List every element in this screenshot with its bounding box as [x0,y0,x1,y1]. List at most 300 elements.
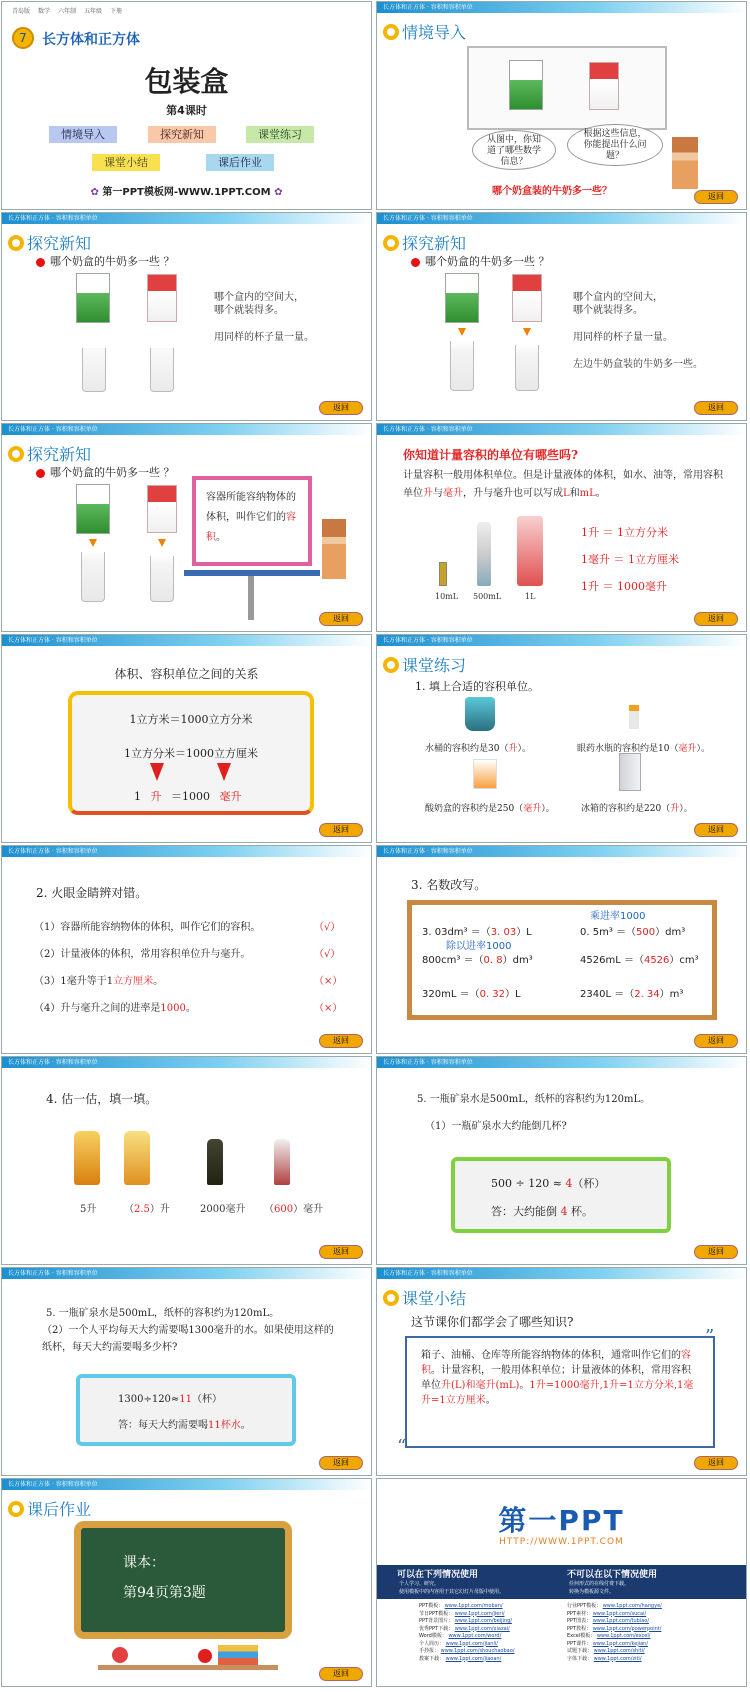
bubble-left-text: 从图中，你知道了哪些数学信息？ [486,135,541,167]
convert-row-2b [580,951,699,966]
link-label: PPT模板： [419,1603,444,1609]
explore-question-text: 哪个奶盒的牛奶多一些 ？ [425,255,550,268]
calc-pre: 500 ÷ 120 ≈ [491,1177,566,1190]
return-button[interactable]: 返回 [319,1456,363,1470]
oil-drum-icon [74,1131,100,1185]
can-use-item: 个人学习、研究。 [399,1581,440,1587]
cv-ans: 3. 03 [490,927,517,938]
filled-glass [450,341,474,391]
link-label: PPT教程： [567,1625,592,1632]
para-and2: 和 [569,488,580,499]
sum-key1: 容积 [421,1350,691,1376]
bulb-icon [8,446,24,462]
cv-pre: 2340L ＝（ [580,989,635,1000]
slide-header: 长方体和正方体 · 容积和容积单位 [2,424,371,435]
tf-tail: 。 [185,1003,196,1014]
homework-line1: 课本： [123,1555,165,1571]
link-url[interactable]: www.1ppt.com/jiaoan/ [445,1655,502,1662]
oil-drum-icon [124,1131,150,1185]
link-url[interactable]: www.1ppt.com/shiti/ [593,1648,645,1654]
sum-text4: 。 [485,1395,496,1406]
para-text2: ，升与毫升也可以写成 [463,488,563,499]
est-unit: ）毫升 [293,1204,324,1215]
link-url[interactable]: www.1ppt.com/shouchaobao/ [440,1648,515,1654]
link-row [419,1611,514,1619]
sum-key3: 1升=1000毫升,1升=1立方分米,1毫升=1立方厘米 [421,1380,694,1406]
filled-glass [150,556,174,602]
drink-bottle-icon [274,1139,290,1185]
link-url[interactable]: www.1ppt.com/ziti/ [593,1655,642,1662]
calc-answer: 4 [565,1177,573,1190]
fill-answer: 升 [670,804,680,814]
bulb-icon [8,1501,24,1517]
slide-header: 长方体和正方体 · 容积和容积单位 [2,846,371,857]
est-answer: 600 [274,1204,294,1215]
fill-item-2 [577,741,710,754]
board-text-post: 。 [216,532,226,543]
bullet-icon [411,258,420,267]
link-url[interactable]: www.1ppt.com/excel/ [596,1633,651,1639]
quote-close-icon: ” [705,1326,715,1347]
link-label: Excel模板： [567,1633,596,1639]
slide-summary[interactable] [376,1267,747,1476]
fill-post: ）。 [679,804,693,814]
link-row [419,1618,514,1626]
tf-item-1 [34,918,260,933]
arrow-down-icon [458,328,466,336]
relations-title: 体积、容积单位之间的关系 [114,667,259,681]
chalkboard [74,1521,292,1639]
ans-num: 4 [560,1205,568,1218]
convert-row-1a [422,923,532,938]
calc-pre: 1300÷120≈ [118,1394,180,1405]
milk-carton-left [76,484,110,534]
tf-tail: 。 [153,976,164,987]
para-mL: mL [579,488,596,499]
slide-header: 长方体和正方体 · 容积和容积单位 [377,1268,746,1279]
convert-row-2a [422,951,533,966]
summary-box [405,1336,715,1448]
slide-header: 长方体和正方体 · 容积和容积单位 [377,1057,746,1068]
bucket-icon [465,697,495,731]
board-text-pre: 容器所能容纳物体的体积，叫作它们的 [206,492,296,523]
apple-icon [198,1649,212,1663]
intro-question: 哪个奶盒装的牛奶多一些？ [492,186,612,197]
slide-header: 长方体和正方体 · 容积和容积单位 [377,2,746,13]
fill-item-1 [425,741,531,754]
nav-intro[interactable]: 情境导入 [49,126,117,143]
milk-carton-left [76,273,110,323]
est-answer: 2.5 [134,1204,150,1215]
meta-item: 五年级 [84,8,103,15]
link-label: 试题下载： [567,1648,593,1654]
bulb-icon [383,235,399,251]
calc-post: （杯） [572,1177,606,1190]
explain-line1: 哪个盒内的空间大， [573,292,663,303]
rel-eq: ＝1000 [171,790,210,803]
rel-row3 [134,788,242,804]
link-url[interactable]: www.1ppt.com/kejian/ [592,1640,649,1647]
milk-carton-right [512,274,542,322]
sum-text3: 。 [519,1380,530,1391]
arrow-down-icon [158,539,166,547]
tf-mark-1: （√） [314,922,341,933]
easel-board [192,476,312,566]
rel-row1: 1立方米＝1000立方分米 [129,713,253,726]
link-label: PPT背景图片： [419,1618,454,1624]
filled-glass [81,552,105,602]
practice-question: 1. 填上合适的容积单位。 [415,680,539,693]
tf-question: 2. 火眼金睛辨对错。 [36,886,148,900]
link-row [567,1633,662,1641]
wp-question: 5. 一瓶矿泉水是500mL，纸杯的容积约为120mL。 [417,1094,651,1105]
slide-word-problem-2[interactable] [1,1267,372,1476]
tf-mark-3: （×） [314,976,343,987]
unit-number: 7 [19,31,27,45]
link-url[interactable]: www.1ppt.com/xiazai/ [454,1625,510,1632]
return-button[interactable]: 返回 [694,190,738,204]
eq-3: 1升 ＝ 1000毫升 [581,580,667,593]
return-button[interactable]: 返回 [694,823,738,837]
fill-item-3 [425,801,555,814]
section-title [8,1497,91,1520]
slide-estimate[interactable] [1,1056,372,1265]
para-end: 。 [595,488,606,499]
link-row [419,1603,514,1611]
answer-box [451,1157,671,1233]
para-haosheng: 毫升 [443,488,463,499]
return-button[interactable]: 返回 [694,612,738,626]
section-title [383,653,466,676]
section-title-text: 探究新知 [27,445,92,464]
answer-box [76,1374,296,1446]
cv-post: ）L [505,989,521,1000]
para-sheng: 升 [423,488,433,499]
slide-title[interactable] [1,1,372,210]
slide-word-problem-1[interactable] [376,1056,747,1265]
link-row [567,1618,662,1626]
link-url[interactable]: www.1ppt.com/jianli/ [445,1640,498,1647]
sum-text1: 箱子、油桶、仓库等所能容纳物体的体积，通常叫作它们的 [421,1350,681,1361]
slide-header: 长方体和正方体 · 容积和容积单位 [377,846,746,857]
est-label-4 [264,1200,323,1215]
wp-question: 5. 一瓶矿泉水是500mL，纸杯的容积约为120mL。 [46,1308,280,1319]
red-arrow-icon [150,763,164,781]
picture-frame [467,46,667,130]
site-text: 第一PPT模板网-WWW.1PPT.COM [102,187,271,198]
fill-answer: 升 [508,744,518,754]
link-label: 字体下载： [567,1655,593,1662]
slide-practice-1[interactable] [376,634,747,843]
link-url[interactable]: www.1ppt.com/word/ [448,1633,502,1639]
sum-text2: 。计量容积，一般用体积单位；计量液体的体积，常用容积单位 [421,1365,691,1391]
cv-ans: 500 [636,927,656,938]
bulb-icon [383,657,399,673]
yogurt-box-icon [473,759,497,789]
slide-units[interactable] [376,423,747,632]
section-title-text: 情境导入 [402,23,467,42]
nav-summary[interactable]: 课堂小结 [92,154,160,171]
teacher-figure [672,137,698,189]
link-row [567,1656,662,1664]
section-title-text: 课后作业 [27,1500,92,1519]
explain-line3: 用同样的杯子量一量。 [214,332,314,343]
link-url[interactable]: www.1ppt.com/moban/ [444,1603,503,1609]
link-url[interactable]: www.1ppt.com/jieri/ [454,1610,505,1617]
slide-intro[interactable] [376,1,747,210]
slide-header: 长方体和正方体 · 容积和容积单位 [377,424,746,435]
water-bottle-icon [477,522,491,586]
link-label: PPT素材： [567,1610,592,1617]
milk-carton-left [509,60,543,110]
convert-question: 3. 名数改写。 [411,878,487,892]
wp-sub: （1）一瓶矿泉水大约能倒几杯? [425,1121,567,1132]
cv-ans: 4526 [643,955,670,966]
section-title-text: 探究新知 [402,234,467,253]
explain-line2: 哪个就装得多。 [214,305,284,316]
cv-ans: 0. 32 [479,989,506,1000]
calc-answer: 11 [179,1394,193,1405]
can-use-item: 使用模板中的内容用于其它幻灯片母版中使用。 [399,1589,505,1595]
slide-explore-2[interactable] [376,212,747,421]
rel-one: 1 [134,790,141,803]
slide-header: 长方体和正方体 · 容积和容积单位 [377,635,746,646]
slide-header: 长方体和正方体 · 容积和容积单位 [2,1479,371,1490]
red-arrow-icon [217,763,231,781]
calc-line [118,1390,222,1405]
fill-pre: 眼药水瓶的容积约是10（ [577,744,679,754]
para-L: L [563,488,570,499]
ans-red: 11杯水 [208,1420,241,1431]
slide-header: 长方体和正方体 · 容积和容积单位 [2,213,371,224]
slide-explore-3[interactable] [1,423,372,632]
arrow-down-icon [89,539,97,547]
link-url[interactable]: www.1ppt.com/beijing/ [454,1618,512,1624]
label-500ml: 500mL [473,592,502,601]
note-divide: 除以进率1000 [446,941,512,952]
fill-pre: 水桶的容积约是30（ [425,744,509,754]
return-button[interactable]: 返回 [694,1245,738,1259]
slide-convert[interactable] [376,845,747,1054]
convert-row-3b [580,985,683,1000]
ans-post: 杯。 [567,1205,593,1218]
fill-pre: 酸奶盒的容积约是250（ [425,804,524,814]
rel-row2: 1立方分米＝1000立方厘米 [124,747,258,760]
slide-homework[interactable] [1,1478,372,1687]
est-label-3: 2000毫升 [200,1204,246,1215]
link-url[interactable]: www.1ppt.com/hangye/ [602,1603,662,1609]
eq-1: 1升 ＝ 1立方分米 [581,526,668,539]
return-button[interactable]: 返回 [694,1456,738,1470]
slide-relations[interactable] [1,634,372,843]
easel-leg [248,570,254,620]
calc-line [491,1175,605,1191]
link-row [419,1648,514,1656]
est-label-2 [124,1200,170,1215]
explain-line1: 哪个盒内的空间大， [214,292,304,303]
cv-pre: 800cm³ ＝（ [422,955,484,966]
calc-post: （杯） [192,1394,223,1405]
filled-glass [515,345,539,391]
cv-post: ）cm³ [669,955,699,966]
books-icon [218,1645,258,1665]
return-button[interactable]: 返回 [319,1245,363,1259]
explore-question-text: 哪个奶盒的牛奶多一些 ？ [50,466,175,479]
link-row [419,1656,514,1664]
slide-explore-1[interactable] [1,212,372,421]
usage-panel [377,1565,746,1599]
explain-line3: 用同样的杯子量一量。 [573,332,673,343]
slide-header: 长方体和正方体 · 容积和容积单位 [2,1268,371,1279]
answer-line [118,1416,251,1431]
cannot-use-title: 不可以在以下情况使用 [567,1570,658,1580]
homework-line2: 第94页第3题 [123,1585,206,1601]
cv-post: ）L [516,927,532,938]
explain-line2: 哪个就装得多。 [573,305,643,316]
unit-badge [12,27,34,49]
para-and: 与 [433,488,443,499]
tf-item-2 [34,945,250,960]
link-row [419,1626,514,1634]
est-label-1: 5升 [80,1204,97,1215]
note-multiply: 乘进率1000 [590,911,646,922]
cv-ans: 0. 8 [483,955,503,966]
section-title-text: 课堂小结 [402,1289,467,1308]
explore-question [36,253,175,269]
tf-mark-4: （×） [314,1003,343,1014]
bulb-icon [8,235,24,251]
empty-glass [82,348,106,392]
link-url[interactable]: www.1ppt.com/powerpoint/ [592,1625,662,1632]
section-title [383,20,466,43]
ans-post: 。 [240,1420,251,1431]
slide-header: 长方体和正方体 · 容积和容积单位 [2,635,371,646]
meta-item: 六年制 [58,8,77,15]
answer-line [491,1203,593,1219]
return-button[interactable]: 返回 [319,401,363,415]
link-label: 优秀PPT下载： [419,1625,454,1632]
return-button[interactable]: 返回 [319,1667,363,1681]
convert-row-3a [422,985,521,1000]
bullet-icon [36,258,45,267]
bubble-left [472,130,556,170]
return-button[interactable]: 返回 [694,1034,738,1048]
flower-icon: ✿ [270,187,283,198]
link-label: PPT图表： [567,1618,592,1624]
return-button[interactable]: 返回 [319,612,363,626]
vial-icon [439,562,447,586]
link-url[interactable]: www.1ppt.com/sucai/ [592,1610,647,1617]
link-url[interactable]: www.1ppt.com/tubiao/ [592,1618,650,1624]
easel-base [184,570,320,576]
fill-answer: 毫升 [678,744,697,754]
brand-url[interactable]: HTTP://WWW.1PPT.COM [499,1537,624,1547]
flower-icon: ✿ [90,187,103,198]
relations-box [68,691,314,815]
site-caption [2,183,371,198]
link-label: 行业PPT模板： [567,1603,602,1609]
link-row [419,1633,514,1641]
drink-pack-icon [517,516,543,586]
convert-board [407,900,717,1020]
link-label: 节日PPT模板： [419,1610,454,1617]
section-title [383,1286,466,1309]
links-right [567,1603,662,1663]
para-text: 计量容积一般用体积单位。但是计量液体的体积，如水、油等，常用容积单位 [403,470,723,499]
teacher-figure [322,519,346,579]
return-button[interactable]: 返回 [319,1034,363,1048]
ans-pre: 答：每天大约需要喝 [118,1420,208,1431]
slide-header: 长方体和正方体 · 容积和容积单位 [377,213,746,224]
nav-homework[interactable]: 课后作业 [206,154,274,171]
section-title [383,231,466,254]
convert-row-1b [580,923,685,938]
meta-item: 下册 [110,8,123,15]
estimate-question: 4. 估一估，填一填。 [46,1092,158,1106]
tf-red: 1000 [160,1003,186,1014]
meta-item: 青岛版 [12,8,31,15]
link-row [567,1603,662,1611]
tf-mark-2: （√） [314,949,341,960]
cv-pre: 4526mL ＝（ [580,955,644,966]
link-row [567,1648,662,1656]
unit-title: 长方体和正方体 [42,32,140,48]
link-row [567,1626,662,1634]
ans-pre: 答：大约能倒 [491,1205,561,1218]
link-label: 个人简历： [419,1640,445,1647]
wp-sub: （2）一个人平均每天大约需要喝1300毫升的水。如果使用这样的纸杯，每天大约需要喝多少杯? [42,1325,334,1353]
return-button[interactable]: 返回 [694,401,738,415]
rel-haosheng: 毫升 [219,790,242,803]
explain-line4: 左边牛奶盒装的牛奶多一些。 [573,359,703,370]
tf-text: （3）1毫升等于1 [34,976,114,987]
can-use-title: 可以在下列情况使用 [397,1570,479,1580]
link-label: PPT课件： [567,1640,592,1647]
slide-credits[interactable] [376,1478,747,1687]
section-title-text: 课堂练习 [402,656,467,675]
explore-question [411,253,550,269]
fill-post: ）。 [541,804,555,814]
link-row [567,1641,662,1649]
section-title [8,231,91,254]
lesson-subtitle: 第4课时 [166,104,207,117]
fill-pre: 冰箱的容积约是220（ [581,804,671,814]
milk-carton-left [445,273,479,323]
cv-post: ）m³ [659,989,684,1000]
nav-practice[interactable]: 课堂练习 [246,126,314,143]
link-label: 手抄报： [419,1648,440,1654]
section-title [8,442,91,465]
slide-true-false[interactable] [1,845,372,1054]
cv-pre: 320mL ＝（ [422,989,480,1000]
fridge-icon [619,753,641,791]
cannot-use-item: 转换为模板源文件。 [569,1589,615,1595]
brand-logo: 第一PPT [498,1504,625,1537]
cannot-use-item: 任何形式的在线付费下载。 [569,1581,630,1587]
empty-glass [150,348,174,392]
fill-item-4 [581,801,693,814]
cola-bottle-icon [207,1139,223,1185]
nav-explore[interactable]: 探究新知 [148,126,216,143]
est-open: （ [124,1204,134,1215]
arrow-down-icon [523,328,531,336]
dropper-bottle-icon [629,705,639,729]
return-button[interactable]: 返回 [319,823,363,837]
slide-header: 长方体和正方体 · 容积和容积单位 [2,1057,371,1068]
fill-post: ）。 [517,744,531,754]
bulb-icon [383,24,399,40]
fill-answer: 毫升 [523,804,542,814]
